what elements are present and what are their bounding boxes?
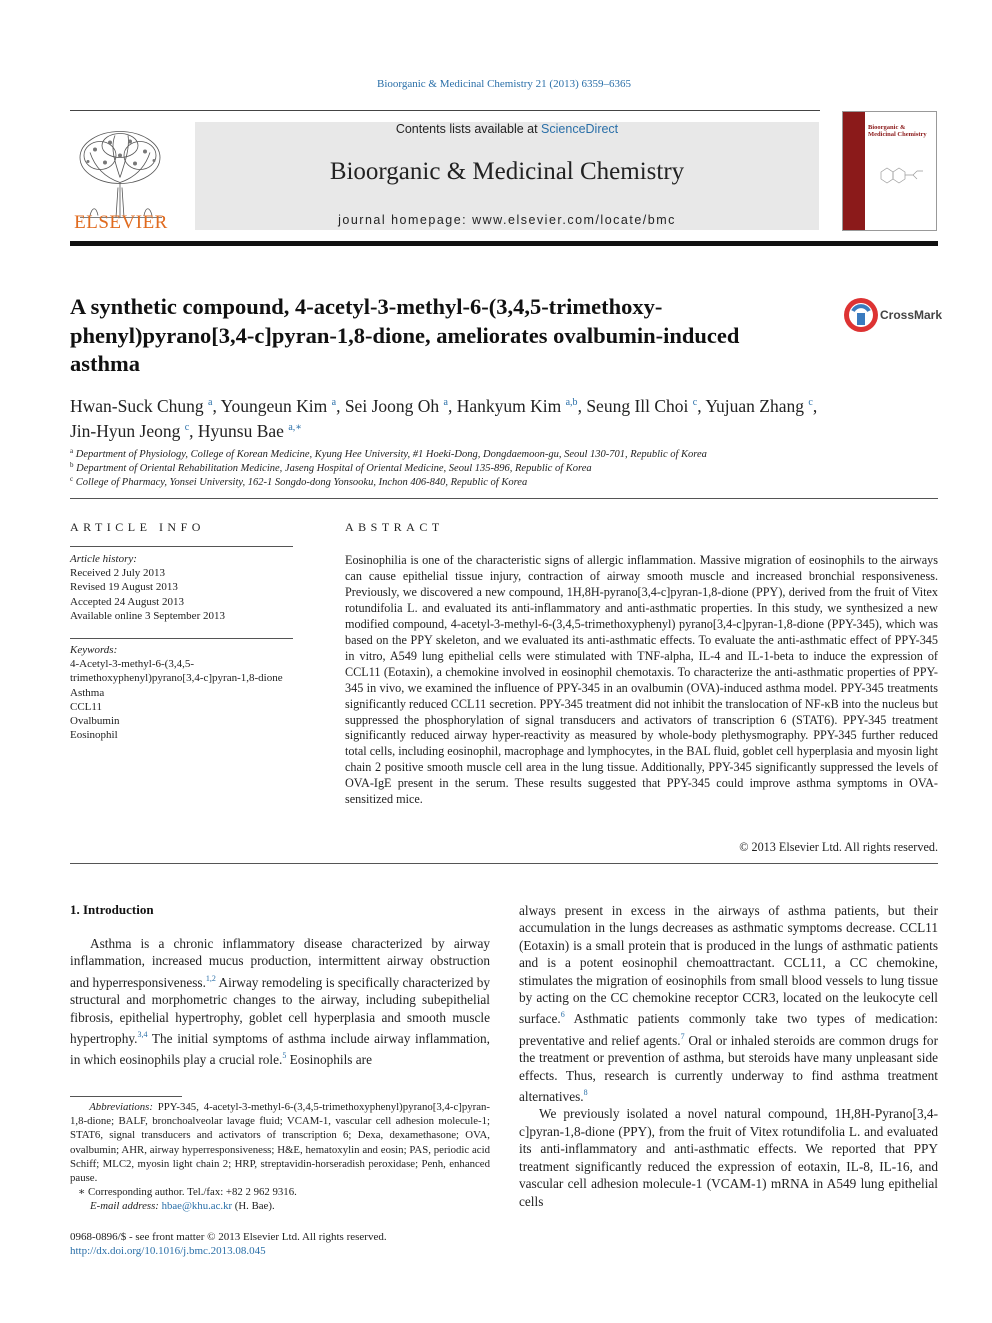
keyword: CCL11 [70, 700, 102, 713]
author[interactable]: Hyunsu Bae $^{a,∗}$ [197, 421, 303, 441]
citation-link[interactable]: 3,4 [137, 1030, 148, 1040]
sciencedirect-link[interactable]: ScienceDirect [541, 122, 619, 136]
journal-homepage-link[interactable]: journal homepage: www.elsevier.com/locate/bmc [338, 213, 676, 227]
history-received: Received 2 July 2013 [70, 567, 166, 580]
cover-title: Bioorganic & Medicinal Chemistry [868, 124, 927, 138]
divider [70, 863, 938, 864]
contents-prefix: Contents lists available at [395, 122, 542, 136]
keyword: 4-Acetyl-3-methyl-6-(3,4,5-trimethoxyphenyl)pyrano[3,4-c]pyran-1,8-dione [70, 658, 283, 685]
corresponding-author-footnote: ∗ Corresponding author. Tel./fax: +82 2 962 9316. [78, 1186, 297, 1199]
history-revised: Revised 19 August 2013 [70, 581, 178, 594]
intro-column-right [519, 902, 938, 1210]
journal-cover-thumbnail[interactable] [842, 111, 937, 231]
history-label: Article history: [70, 553, 137, 565]
journal-title: Bioorganic & Medicinal Chemistry [329, 158, 685, 185]
issn-line: 0968-0896/$ - see front matter © 2013 Elsevier Ltd. All rights reserved. [70, 1231, 387, 1243]
author[interactable]: Hwan-Suck Chung $^a$, [70, 396, 221, 416]
article-info-heading: ARTICLE INFO [70, 520, 205, 534]
header-thick-divider [70, 241, 938, 246]
elsevier-wordmark: ELSEVIER [74, 212, 168, 233]
contents-availability [195, 122, 819, 136]
affiliation-a: $^a$ Department of Physiology, College of Korean Medicine, Kyung Hee University, #1 Hoeki-Dong, Dongdaemoon-gu, Seoul 130-701, Republic of Korea [70, 447, 707, 460]
keyword: Eosinophil [70, 729, 118, 742]
introduction-heading: 1. Introduction [70, 902, 154, 917]
keywords [70, 643, 295, 742]
author[interactable]: Sei Joong Oh $^a$, [344, 396, 457, 416]
author[interactable]: Hankyum Kim $^{a,b}$, [456, 396, 587, 416]
affiliation-b: $^b$ Department of Oriental Rehabilitation Medicine, Jaseng Hospital of Oriental Medicine, Seoul 135-896, Republic of Korea [70, 461, 592, 474]
doi-link[interactable]: http://dx.doi.org/10.1016/j.bmc.2013.08.045 [70, 1245, 266, 1257]
footnote-divider [70, 1096, 182, 1097]
author[interactable]: Jin-Hyun Jeong $^c$, [70, 421, 198, 441]
citation-link[interactable]: 7 [680, 1031, 685, 1041]
divider [70, 498, 938, 499]
footnotes [70, 1100, 490, 1214]
author[interactable]: Seung Ill Choi $^c$, [586, 396, 706, 416]
cover-molecule-image [873, 162, 929, 192]
citation-link[interactable]: 5 [282, 1051, 287, 1061]
abbreviations-footnote: Abbreviations: PPY-345, 4-acetyl-3-methyl-6-(3,4,5-trimethoxyphenyl)pyrano[3,4-c]pyran-1,8-dione; BALF, bronchoalveolar lavage fluid; VCAM-1, vascular cell adhesion molecule-1; STAT6, signal transducers and activators of transcription 6; Dexa, dexamethasone; OVA, ovalbumin; AHR, airway hyperresponsiveness; H&E, hematoxylin and eosin; PAS, periodic acid Schiff; MLC2, myosin light chain 2; HRP, streptavidin-horseradish peroxidase; Penh, enhanced pause. [70, 1101, 491, 1185]
crossmark-icon[interactable] [843, 297, 879, 333]
crossmark-label[interactable]: CrossMark [880, 308, 943, 322]
intro-paragraph: We previously isolated a novel natural compound, 1H,8H-Pyrano[3,4-c]pyran-1,8-dione (PPY), from the fruit of Vitex rotundifolia L. and evaluated its anti-inflammatory and anti-asthmatic effects. We reported that PPY treatment significantly reduced the expression of eotaxin, IL-8, IL-16, and vascular cell adhesion molecule-1 (VCAM-1) mRNA in A549 lung epithelial cells [519, 1106, 938, 1209]
intro-paragraph-left: Asthma is a chronic inflammatory disease characterized by airway inflammation, increased mucus production, intermittent airway obstruction and hyperresponsiveness.$^{1,2}$ Airway remodeling is specifically characterized by structural and morphometric changes to the airway, including subepithelial fibrosis, epithelial hypertrophy, goblet cell hyperplasia and smooth muscle hypertrophy.$^{3,4}$ The initial symptoms of asthma include airway inflammation, in which eosinophils play a crucial role.$^5$ Eosinophils are [70, 936, 491, 1068]
citation-link[interactable]: 1,2 [205, 973, 216, 983]
keywords-label: Keywords: [70, 644, 118, 656]
affiliation-c: $^c$ College of Pharmacy, Yonsei University, 162-1 Songdo-dong Yonsooku, Inchon 406-840, Republic of Korea [70, 475, 528, 488]
abstract-copyright: © 2013 Elsevier Ltd. All rights reserved. [739, 840, 938, 854]
citation-link[interactable]: 8 [583, 1088, 588, 1098]
author[interactable]: Yujuan Zhang $^c$, [705, 396, 818, 416]
keyword: Ovalbumin [70, 715, 120, 728]
author[interactable]: Youngeun Kim $^a$, [220, 396, 345, 416]
abstract-heading: ABSTRACT [345, 520, 444, 534]
abstract-text: Eosinophilia is one of the characteristic signs of allergic inflammation. Massive migration of eosinophils to the airways can cause epithelial tissue injury, contraction of airway smooth muscle and increased bronchial responsiveness. Previously, we discovered a new compound, 1H,8H-pyrano[3,4-c]pyran-1,8-dione (PPY), derived from the fruit of Vitex rotundifolia L. and evaluated its anti-inflammatory and anti-asthmatic properties. In this study, we synthesized a new modified compound, 4-acetyl-3-methyl-6-(3,4,5-trimethoxyphenyl) pyrano[3,4-c]pyran-1,8-dione (PPY-345), which was based on the PPY skeleton, and we evaluated its anti-asthmatic effects. To evaluate the anti-asthmatic effect of PPY-345 in vitro, A549 lung epithelial cells were stimulated with TNF-alpha, IL-4 and IL-1-beta to induce the expression of CCL11 (Eotaxin), a chemokine involved in eosinophil chemotaxis. To characterize the anti-asthmatic properties of PPY-345 in vivo, we examined the influence of PPY-345 in an ovalbumin (OVA)-induced asthma model. PPY-345 treatments significantly reduced CCL11 secretion. PPY-345 treatment did not inhibit the translocation of NF-κB into the nucleus but suppressed the phosphorylation of signal transducers and activators of transcription 6 (STAT6). PPY-345 treatment significantly reduced airway hyper-reactivity as measured by whole-body plethysmography. PPY-345 further reduced total cells, including eosinophil, macrophage and lymphocytes, in the BAL fluid, goblet cell hyperplasia and myosin light chain 2 positive smooth muscle cell area in the lung tissue. Additionally, PPY-345 significantly suppressed the levels of OVA-IgE present in the serum. These results suggested that PPY-345 could improve asthma symptoms in OVA-sensitized mice. [345, 553, 938, 807]
history-accepted: Accepted 24 August 2013 [70, 595, 184, 608]
divider [70, 638, 293, 639]
keyword: Asthma [70, 686, 105, 699]
journal-reference-link[interactable]: Bioorganic & Medicinal Chemistry 21 (2013) 6359–6365 [377, 78, 631, 90]
citation-link[interactable]: 6 [560, 1010, 565, 1020]
cover-spine [843, 112, 865, 230]
author-list [70, 392, 938, 442]
intro-paragraph: always present in excess in the airways of asthma patients, but their accumulation in the lungs decreases as asthmatic symptoms decrease. CCL11 (Eotaxin) is a small protein that is produced in the lungs of asthmatic patients and is a potent eosinophil chemoattractant. CCL11, a CC chemokine, stimulates the migration of eosinophils from small blood vessels to lung tissue by acting on the CC chemokine receptor CCR3, located on the leukocyte cell surface.$^6$ Asthmatic patients commonly take two types of medication: preventative and relief agents.$^7$ Oral or inhaled steroids are common drugs for the treatment or prevention of asthma, but steroids have many unpleasant side effects. Thus, research is currently underway to find asthma treatment alternatives.$^8$ [519, 903, 938, 1105]
article-history [70, 552, 295, 623]
article-title: A synthetic compound, 4-acetyl-3-methyl-6-(3,4,5-trimethoxy-phenyl)pyrano[3,4-c]pyran-1,8-dione, ameliorates ovalbumin-induced asthma [70, 294, 740, 376]
email-footnote: E-mail address: hbae@khu.ac.kr (H. Bae). [90, 1200, 275, 1213]
divider [70, 546, 293, 547]
top-divider [70, 110, 820, 111]
email-link[interactable]: hbae@khu.ac.kr [161, 1200, 233, 1213]
history-online: Available online 3 September 2013 [70, 609, 225, 622]
